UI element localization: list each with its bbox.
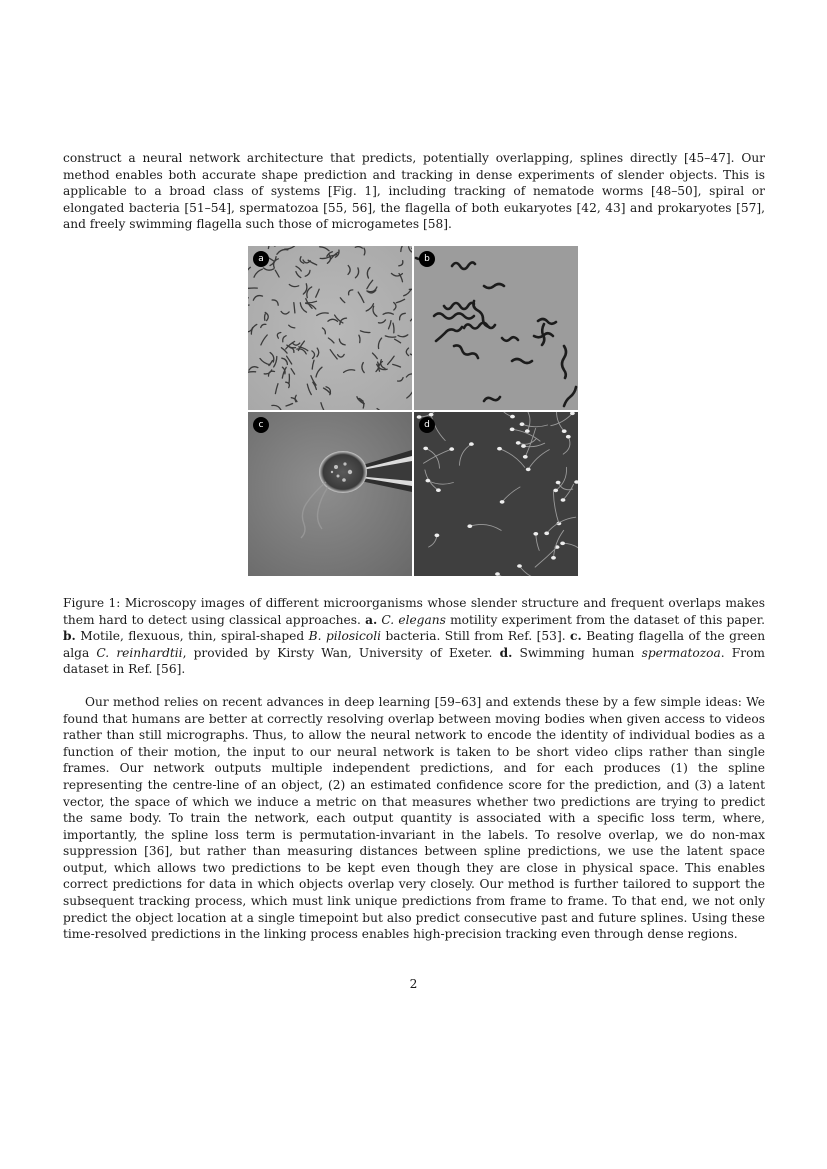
- caption-a-text: motility experiment from the dataset of this paper.: [450, 612, 766, 627]
- caption-c-text-1: Beating flagella of the green alga: [63, 629, 766, 660]
- figure-caption: [63, 595, 765, 678]
- celegans-micrograph: [248, 246, 412, 410]
- panel-label-a: a: [253, 251, 269, 267]
- caption-c-label: c.: [570, 629, 582, 644]
- caption-a-label: a.: [365, 612, 378, 627]
- spermatozoa-micrograph: [414, 412, 578, 576]
- figure-1: [248, 246, 578, 576]
- caption-b-label: b.: [63, 629, 76, 644]
- caption-b-text-1: Motile, flexuous, thin, spiral-shaped: [80, 629, 305, 644]
- caption-lead: Figure 1: Microscopy images of different microorganisms whose slender structure and frequent overlaps makes them hard to detect using classical approaches.: [63, 595, 765, 627]
- panel-d-spermatozoa-image: [414, 412, 578, 576]
- panel-label-d: d: [419, 417, 435, 433]
- caption-c-text-2: , provided by Kirsty Wan, University of Exeter.: [182, 645, 493, 660]
- caption-d-label: d.: [499, 645, 513, 660]
- panel-a-celegans-image: [248, 246, 412, 410]
- method-paragraph: Our method relies on recent advances in deep learning [59–63] and extends these by a few simple ideas: We found that humans are better at correctly resolving overlap between moving bodies when given access to videos rather than still micrographs. Thus, to allow the neural network to encode the identity of individual bodies as a function of their motion, the input to our neural network is taken to be short video clips rather than single frames. Our network outputs multiple independent predictions, and for each produces (1) the spline representing the centre-line of an object, (2) an estimated confidence score for the prediction, and (3) a latent vector, the space of which we induce a metric on that measures whether two predictions are trying to predict the same body. To train the network, each output quantity is associated with a specific loss term, where, importantly, the spline loss term is permutation-invariant in the labels. To resolve overlap, we do non-max suppression [36], but rather than measuring distances between spline predictions, we use the latent space output, which allows two predictions to be kept even though they are close in physical space. This enables correct predictions for data in which objects overlap very closely. Our method is further tailored to support the subsequent tracking process, which must link unique predictions from frame to frame. To that end, we not only predict the object location at a single timepoint but also predict consecutive past and future splines. Using these time-resolved predictions in the linking process enables high-precision tracking even through dense regions.: [63, 694, 765, 942]
- caption-b-species: B. pilosicoli: [308, 629, 382, 644]
- caption-d-text-1: Swimming human: [519, 645, 635, 660]
- panel-c-alga-image: [248, 412, 412, 576]
- caption-d-text-2: . From dataset in Ref. [56].: [63, 645, 765, 677]
- page-number: 2: [409, 977, 418, 991]
- alga-micrograph: [248, 412, 412, 576]
- intro-paragraph: construct a neural network architecture that predicts, potentially overlapping, splines directly [45–47]. Our method enables both accurate shape prediction and tracking in dense experiments of slender objects. This is applicable to a broad class of systems [Fig. 1], including tracking of nematode worms [48–50], spiral or elongated bacteria [51–54], spermatozoa [55, 56], the flagella of both eukaryotes [42, 43] and prokaryotes [57], and freely swimming flagella such those of microgametes [58].: [63, 151, 765, 232]
- caption-a-species: C. elegans: [381, 612, 446, 627]
- caption-c-species: C. reinhardtii: [96, 645, 183, 660]
- page-content: [63, 150, 765, 943]
- bacteria-micrograph: [414, 246, 578, 410]
- panel-b-bacteria-image: [414, 246, 578, 410]
- caption-b-text-2: bacteria. Still from Ref. [53].: [385, 629, 566, 644]
- panel-label-c: c: [253, 417, 269, 433]
- panel-label-b: b: [419, 251, 435, 267]
- caption-d-species: spermatozoa: [641, 645, 721, 660]
